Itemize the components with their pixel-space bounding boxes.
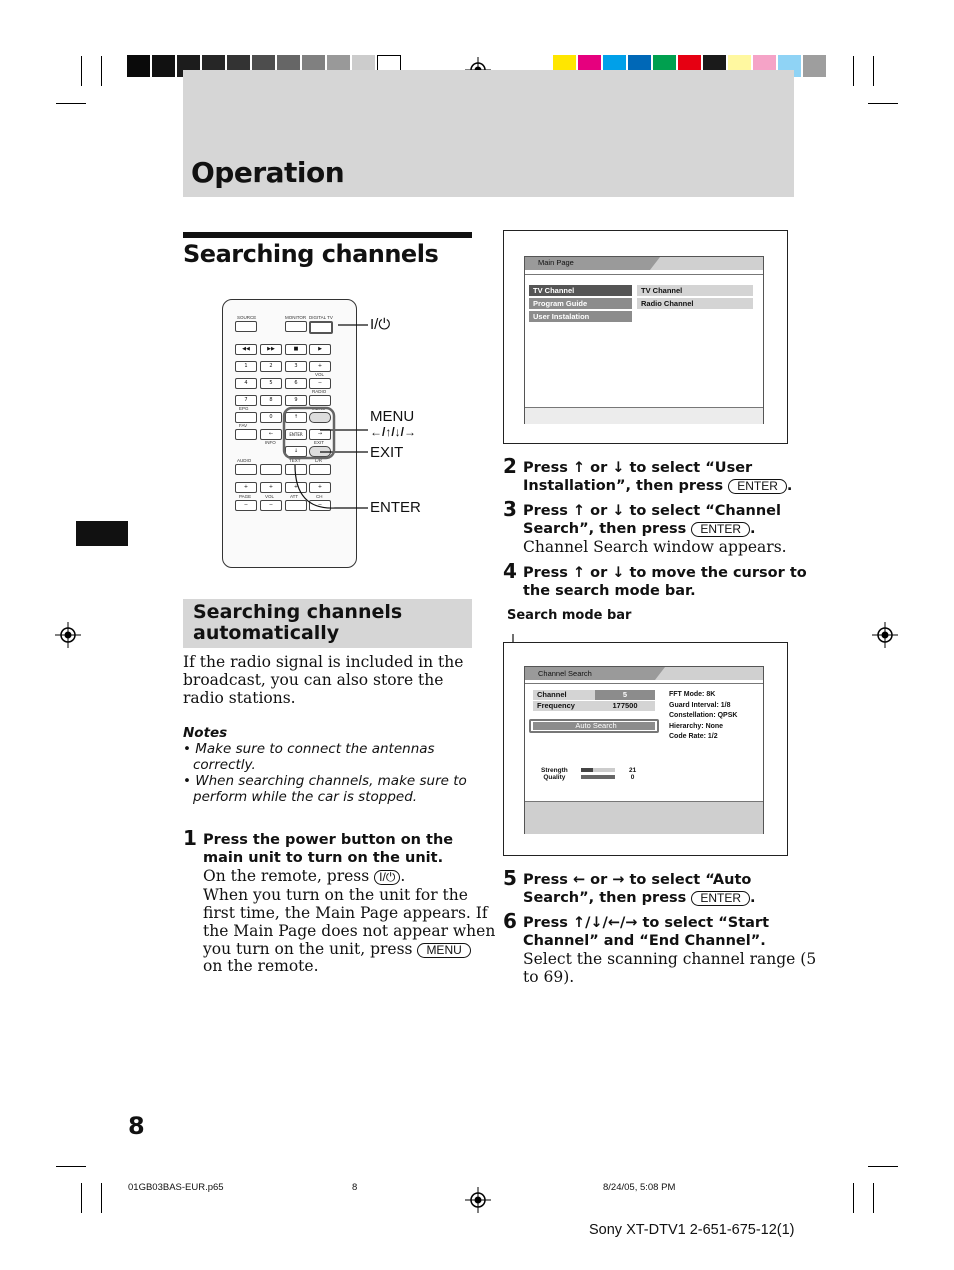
strength-meter-fill <box>581 768 593 772</box>
callout-exit: EXIT <box>370 444 404 461</box>
step-text: Press ← or → to select “Auto <box>523 872 752 888</box>
remote-label: MONITOR <box>285 315 307 320</box>
frequency-value: 177500 <box>612 701 638 710</box>
step-text-end: . <box>750 521 756 537</box>
remote-label: FAV <box>239 423 248 428</box>
main-page-panel <box>524 256 764 424</box>
remote-label: TEXT <box>289 458 301 463</box>
step-number: 2 <box>503 454 517 478</box>
model-code: Sony XT-DTV1 2-651-675-12(1) <box>589 1222 795 1238</box>
screen-footer-bar <box>525 801 763 834</box>
info-line: FFT Mode: 8K <box>669 691 716 698</box>
digit-button: 0 <box>260 412 282 423</box>
digit-button: 8 <box>260 395 282 406</box>
step-text-part: Search”, then press <box>523 521 687 537</box>
signal-info <box>669 690 737 743</box>
screen-header-title: Main Page <box>538 258 574 267</box>
registration-target-icon <box>465 1187 491 1213</box>
step-text: main unit to turn on the unit. <box>203 850 444 866</box>
page-number: 8 <box>128 1112 145 1140</box>
menu-item-program-guide: Program Guide <box>529 298 632 309</box>
digit-button: 9 <box>285 395 307 406</box>
source-button <box>235 321 257 332</box>
step-body-text: When you turn on the unit for the <box>203 886 468 904</box>
info-line: Constellation: QPSK <box>669 712 738 719</box>
step-text <box>523 477 792 495</box>
remote-label: EXIT <box>314 440 325 445</box>
screen-footer-bar <box>525 407 763 424</box>
section-rule <box>183 232 472 238</box>
ch-up-button: + <box>309 482 331 493</box>
step-text <box>523 520 756 538</box>
info-line: Code Rate: 1/2 <box>669 733 718 740</box>
page-up-button: + <box>235 482 257 493</box>
vol-down-button: − <box>309 378 331 389</box>
step-body-text: Channel Search window appears. <box>523 538 787 556</box>
step-body-text: the Main Page does not appear when <box>203 922 496 940</box>
step-text: Channel” and “End Channel”. <box>523 933 766 949</box>
step-number: 3 <box>503 497 517 521</box>
digit-button: 1 <box>235 361 257 372</box>
screen-header-bar <box>525 667 763 680</box>
strength-value: 21 <box>629 767 637 774</box>
digit-button: 5 <box>260 378 282 389</box>
step-text-part: Search”, then press <box>523 890 687 906</box>
frequency-row <box>533 701 655 711</box>
step-body-text: On the remote, press <box>203 867 370 885</box>
digit-button: 6 <box>285 378 307 389</box>
step-body: On the remote, press I/⏻ . <box>203 867 406 885</box>
step-text: Press ↑ or ↓ to select “User <box>523 460 753 476</box>
remote-label: SOURCE <box>237 315 257 320</box>
search-mode-bar-label: Search mode bar <box>507 608 632 623</box>
step-body-text: Select the scanning channel range (5 <box>523 950 817 968</box>
step-body-text: to 69). <box>523 968 575 986</box>
digit-button: 2 <box>260 361 282 372</box>
subsection-title: Searching channels automatically <box>193 601 403 644</box>
frequency-label: Frequency <box>537 701 575 710</box>
notes-heading: Notes <box>183 725 228 741</box>
auto-search-bar: Auto Search <box>533 722 655 730</box>
registration-target-icon <box>55 622 81 648</box>
prev-button: ◀◀ <box>235 344 257 355</box>
signal-values <box>629 767 636 781</box>
step-body-text: on the remote. <box>203 957 319 975</box>
channel-search-screen <box>503 642 788 856</box>
digit-button: 7 <box>235 395 257 406</box>
ch-down-button: − <box>309 500 331 511</box>
callout-arrows: ←/↑/↓/→ <box>370 425 417 439</box>
stop-button: ■ <box>285 344 307 355</box>
remote-label: L/R <box>315 458 323 463</box>
step-text: Press the power button on the <box>203 832 454 848</box>
menu-item-tv-channel: TV Channel <box>529 285 632 296</box>
channel-value-text: 5 <box>622 690 628 699</box>
callout-menu: MENU <box>370 408 415 425</box>
digit-button: 4 <box>235 378 257 389</box>
step-body <box>203 940 471 958</box>
step-number: 4 <box>503 559 517 583</box>
enter-key: ENTER <box>691 891 750 906</box>
quality-meter <box>581 775 615 779</box>
remote-label: INFO <box>265 440 276 445</box>
fav-button <box>235 429 257 440</box>
page-down-button: − <box>235 500 257 511</box>
step-text: Press ↑ or ↓ to move the cursor to <box>523 565 807 581</box>
right-button: → <box>309 429 331 440</box>
remote-label: CH <box>316 494 323 499</box>
remote-button <box>260 464 282 475</box>
step-text-end: . <box>786 478 793 494</box>
play-button: ▶ <box>309 344 331 355</box>
digit-button: 3 <box>285 361 307 372</box>
enter-key: ENTER <box>728 479 787 494</box>
up-button: ↑ <box>285 412 307 423</box>
channel-search-panel <box>524 666 764 834</box>
channel-label: Channel <box>537 690 567 699</box>
submenu-item-tv-channel: TV Channel <box>637 285 753 296</box>
footer-date: 8/24/05, 5:08 PM <box>603 1182 676 1193</box>
remote-label: DIGITAL TV <box>309 315 333 320</box>
step-number: 1 <box>183 826 197 850</box>
remote-label: VOL <box>265 494 275 499</box>
left-button: ← <box>260 429 282 440</box>
step-number: 5 <box>503 866 517 890</box>
step-text: Press ↑/↓/←/→ to select “Start <box>523 915 770 931</box>
footer-file: 01GB03BAS-EUR.p65 <box>128 1182 224 1193</box>
submenu-item-radio-channel: Radio Channel <box>637 298 753 309</box>
step-text-part: Installation”, then press <box>523 478 724 494</box>
signal-labels <box>541 767 568 781</box>
vol-up-button: + <box>309 361 331 372</box>
channel-row <box>533 690 655 700</box>
step-text <box>523 889 756 907</box>
chapter-tab <box>76 521 128 546</box>
enter-key: ENTER <box>691 522 750 537</box>
chapter-title: Operation <box>191 156 345 189</box>
step-body-text: first time, the Main Page appears. If <box>203 904 488 922</box>
step-text: the search mode bar. <box>523 583 696 599</box>
step-text-end: . <box>750 890 756 906</box>
remote-label: RADIO <box>312 389 327 394</box>
strength-meter <box>581 768 615 772</box>
step-text: Press ↑ or ↓ to select “Channel <box>523 503 781 519</box>
section-title: Searching channels <box>183 240 439 268</box>
remote-label: MENU <box>312 406 326 411</box>
remote-label: VOL <box>315 372 325 377</box>
audio-button <box>235 464 257 475</box>
note-item: • Make sure to connect the antennas <box>183 741 435 757</box>
callout-lines <box>280 310 380 520</box>
menu-item-user-installation: User Instalation <box>529 311 632 322</box>
down-button: ↓ <box>285 446 307 457</box>
registration-target-icon <box>872 622 898 648</box>
remote-label: PAGE <box>239 494 252 499</box>
remote-label: EPG <box>239 406 249 411</box>
screen-header-title: Channel Search <box>538 669 592 678</box>
step-body-text: you turn on the unit, press <box>203 940 413 958</box>
strength-label: Strength <box>541 767 568 774</box>
epg-button <box>235 412 257 423</box>
intro-paragraph: If the radio signal is included in the broadcast, you can also store the radio stations. <box>183 653 464 707</box>
info-line: Guard Interval: 1/8 <box>669 701 731 709</box>
menu-key: MENU <box>417 943 470 958</box>
power-key-icon: I/⏻ <box>374 870 400 885</box>
channel-value <box>595 690 655 700</box>
info-line: Hierarchy: None <box>669 722 724 730</box>
vol-up-button: + <box>260 482 282 493</box>
vol-down-button: − <box>260 500 282 511</box>
remote-label: ATT <box>290 494 299 499</box>
note-item: • When searching channels, make sure to <box>183 773 467 789</box>
footer-page: 8 <box>352 1182 358 1193</box>
enter-button: ENTER <box>285 429 307 440</box>
callout-power: I/⏻ <box>370 316 391 333</box>
remote-label: AUDIO <box>237 458 252 463</box>
quality-label: Quality <box>543 774 566 781</box>
step-number: 6 <box>503 909 517 933</box>
note-item: correctly. <box>193 757 256 773</box>
screen-header-bar <box>525 257 763 270</box>
note-item: perform while the car is stopped. <box>193 789 418 805</box>
callout-enter: ENTER <box>370 499 421 516</box>
main-page-screen <box>503 230 788 444</box>
next-button: ▶▶ <box>260 344 282 355</box>
att-button: + <box>285 482 307 493</box>
quality-value: 0 <box>630 774 635 781</box>
